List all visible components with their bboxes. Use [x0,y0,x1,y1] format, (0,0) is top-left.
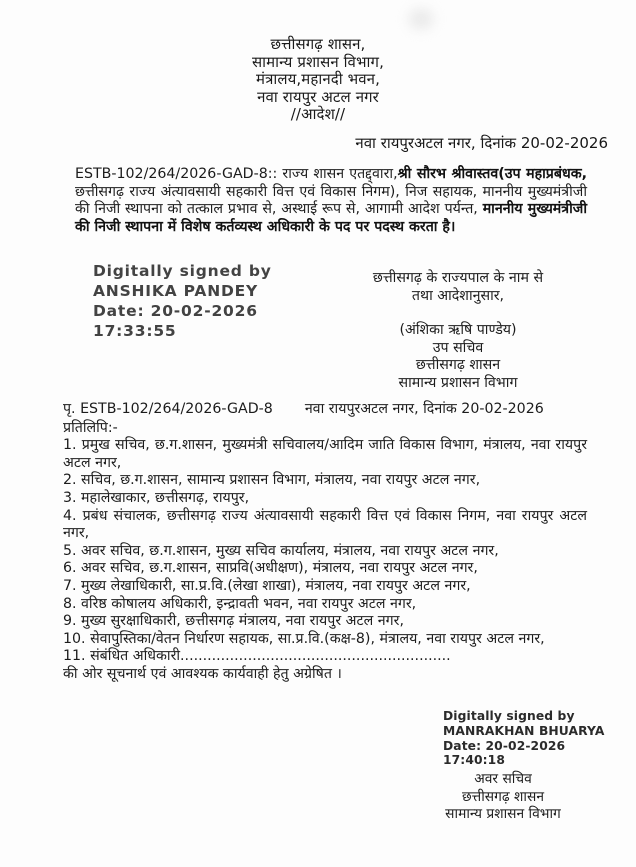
order-body-text: छत्तीसगढ़ राज्य अंत्यावसायी सहकारी वित्त एवं विकास निगम), निज सहायक, माननीय मुख्यमंत्रीजी की निजी स्थापना को तत्काल प्रभाव से, अस्थाई रूप से, आगामी आदेश पर्यन्त, [75,183,587,218]
endorsement-closing-line: की ओर सूचनार्थ एवं आवश्यक कार्यवाही हेतु अग्रेषित । [63,665,342,682]
sig2-time: 17:40:18 [443,753,505,768]
sig2-signer-name: MANRAKHAN BHUARYA [443,723,605,738]
copy-to-label: प्रतिलिपि:- [63,419,118,436]
officer-name-bold: श्री सौरभ श्रीवास्तव(उप महाप्रबंधक, [397,166,587,182]
sig1-date: Date: 20-02-2026 [93,302,258,320]
letterhead-dept-line: सामान्य प्रशासन विभाग, [252,52,384,71]
copy-item-7: 7. मुख्य लेखाधिकारी, सा.प्र.वि.(लेखा शाखा), मंत्रालय, नवा रायपुर अटल नगर, [63,577,471,594]
sig1-line-1: Digitally signed by [93,262,272,280]
authority-govt: छत्तीसगढ़ शासन [415,357,501,373]
copy-item-6: 6. अवर सचिव, छ.ग.शासन, साप्रवि(अधीक्षण), मंत्रालय, नवा रायपुर अटल नगर, [63,560,478,577]
secretary-govt: छत्तीसगढ़ शासन [462,788,544,805]
letterhead-govt-line: छत्तीसगढ़ शासन, [270,35,366,53]
copy-item-8: 8. वरिष्ठ कोषालय अधिकारी, इन्द्रावती भवन, नवा रायपुर अटल नगर, [63,595,417,612]
sig1-time: 17:33:55 [93,322,177,340]
letterhead [0,36,636,124]
endorsement-place-date: नवा रायपुरअटल नगर, दिनांक 20-02-2026 [304,401,544,417]
copy-item-10: 10. सेवापुस्तिका/वेतन निर्धारण सहायक, सा.प्र.वि.(कक्ष-8), मंत्रालय, नवा रायपुर अटल नगर, [63,630,545,647]
scan-smudge [408,8,434,30]
digital-signature-manrakhan-bhuarya [443,709,604,768]
endorsement-ref-row [63,401,587,419]
copy-item-11: 11. संबंधित अधिकारी............................................................ [63,648,451,665]
posting-clause-bold: माननीय मुख्यमंत्रीजी की निजी स्थापना में विशेष कर्तव्यस्थ अधिकारी के पद पर पदस्थ करता है। [75,201,587,235]
sig2-date: Date: 20-02-2026 [443,738,566,753]
secretary-dept: सामान्य प्रशासन विभाग [445,806,561,822]
secretary-designation: अवर सचिव [474,771,532,787]
copy-item-5: 5. अवर सचिव, छ.ग.शासन, मुख्य सचिव कार्यालय, मंत्रालय, नवा रायपुर अटल नगर, [63,542,499,559]
order-title: //आदेश// [290,105,346,123]
endorsement-ref-number: पृ. ESTB-102/264/2026-GAD-8 [63,401,273,417]
endorsement-section [63,401,587,684]
signing-authority-block [338,270,578,392]
digital-signature-anshika-pandey [93,261,272,341]
authority-spacer [338,305,578,322]
authority-designation: उप सचिव [432,339,484,356]
copy-item-3: 3. महालेखाकार, छत्तीसगढ़, रायपुर, [63,489,250,506]
copy-item-4: 4. प्रबंध संचालक, छत्तीसगढ़ राज्य अंत्यावसायी सहकारी वित्त एवं विकास निगम, नवा रायपुर अटल नगर, [63,507,587,542]
order-paragraph [75,166,587,236]
authority-signer-name: (अंशिका ऋषि पाण्डेय) [399,322,517,338]
place-date-line: नवा रायपुरअटल नगर, दिनांक 20-02-2026 [355,134,608,152]
authority-as-per-order: तथा आदेशानुसार, [411,287,505,304]
sig1-signer-name: ANSHIKA PANDEY [93,282,259,300]
order-ref-and-intro: ESTB-102/264/2026-GAD-8:: राज्य शासन एतद्द्वारा, [75,166,398,182]
copy-item-9: 9. मुख्य सुरक्षाधिकारी, छत्तीसगढ़ मंत्रालय, नवा रायपुर अटल नगर, [63,613,404,630]
authority-in-name-of-governor: छत्तीसगढ़ के राज्यपाल के नाम से [372,270,544,286]
letterhead-building-line: मंत्रालय,महानदी भवन, [256,70,380,88]
copy-item-1: 1. प्रमुख सचिव, छ.ग.शासन, मुख्यमंत्री सचिवालय/आदिम जाति विकास विभाग, मंत्रालय, नवा रायपुर अटल नगर, [63,437,587,471]
copy-item-2: 2. सचिव, छ.ग.शासन, सामान्य प्रशासन विभाग, मंत्रालय, नवा रायपुर अटल नगर, [63,472,481,489]
under-secretary-block [408,771,598,824]
sig2-line-1: Digitally signed by [443,709,575,723]
letterhead-city-line: नवा रायपुर अटल नगर [257,87,379,106]
authority-dept: सामान्य प्रशासन विभाग [398,374,518,391]
